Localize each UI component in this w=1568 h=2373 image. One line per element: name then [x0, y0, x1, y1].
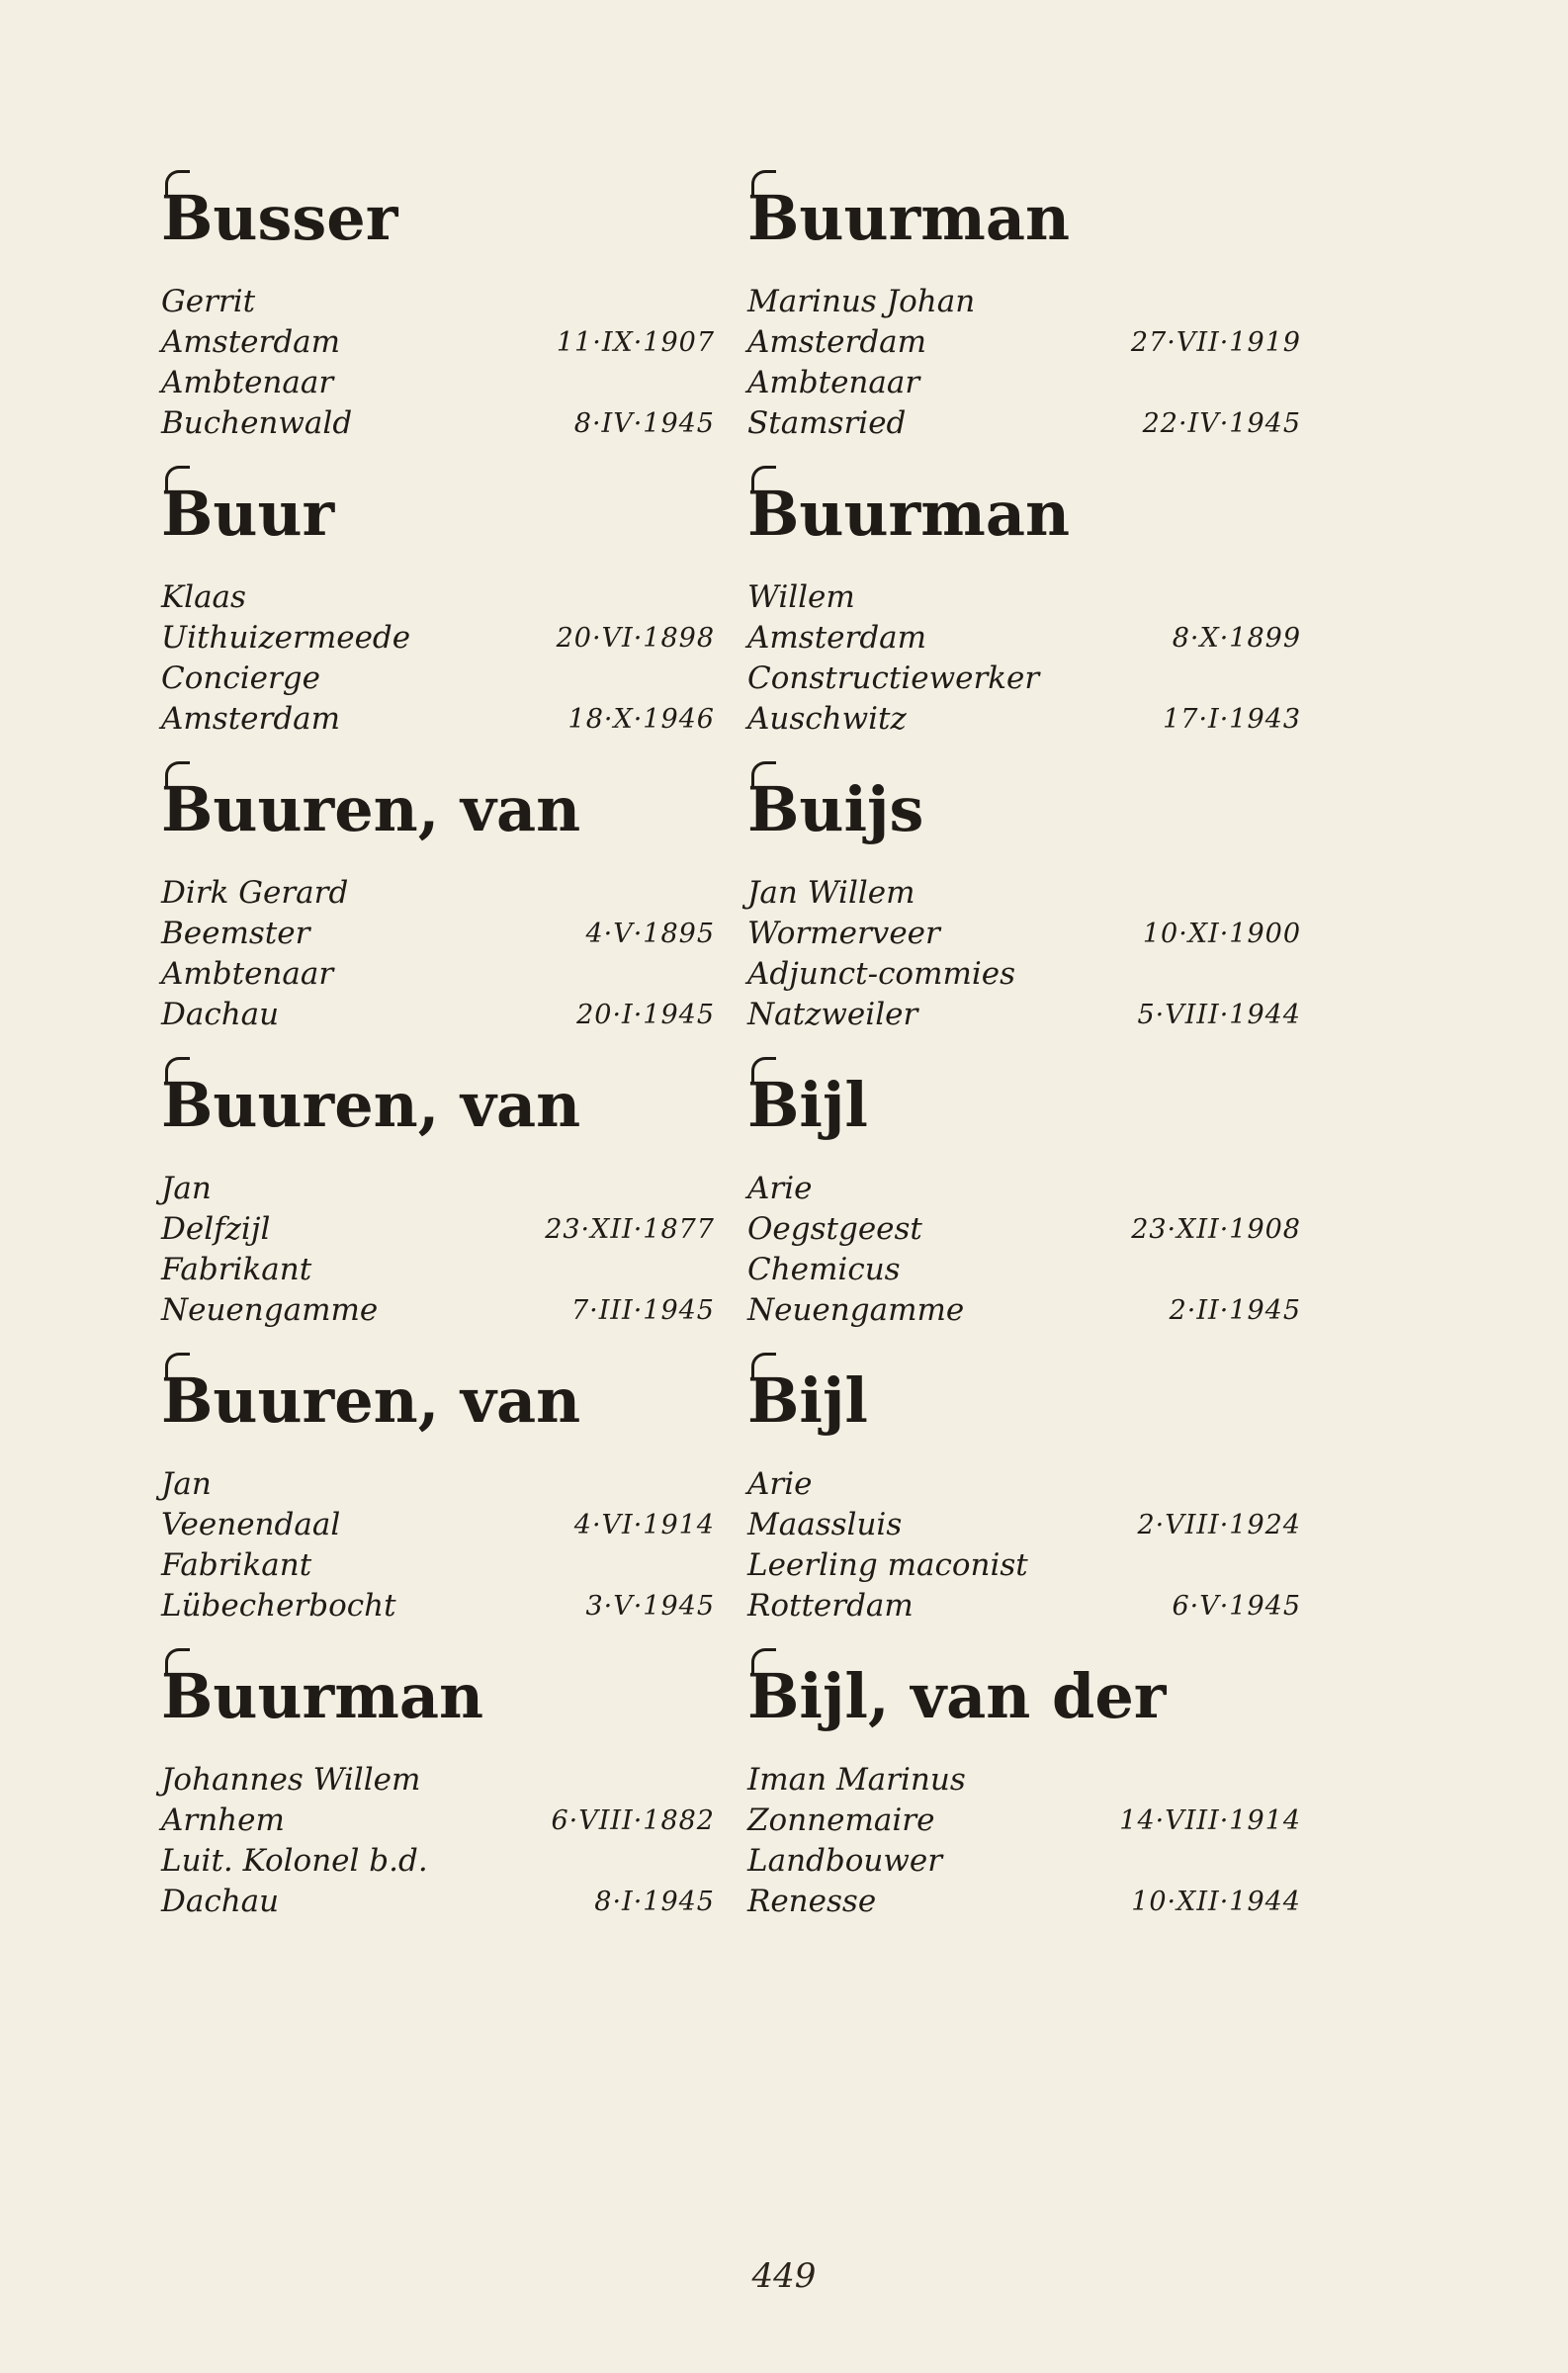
entry-line — [747, 954, 1301, 995]
entry-text: Fabrikant — [161, 1547, 312, 1583]
calligraphic-flourish-icon — [751, 761, 776, 786]
surname-text: Buurman — [747, 478, 1071, 550]
entry-date: 10·XII·1944 — [1131, 1887, 1301, 1917]
entry-date: 20·I·1945 — [576, 1000, 715, 1030]
surname-text: Buuren, van — [161, 1069, 581, 1141]
entry-text: Jan Willem — [747, 875, 915, 911]
name-entry — [161, 148, 715, 444]
entry-line — [747, 914, 1301, 954]
entry-line — [161, 1801, 715, 1841]
entry-date: 8·IV·1945 — [573, 408, 715, 439]
entry-date: 6·VIII·1882 — [551, 1805, 715, 1836]
surname-heading — [161, 1626, 715, 1760]
entry-text: Natzweiler — [747, 997, 918, 1032]
surname-heading — [161, 1331, 715, 1464]
entry-line — [747, 1290, 1301, 1331]
surname-heading — [161, 740, 715, 873]
entry-text: Constructiewerker — [747, 660, 1040, 696]
entry-text: Amsterdam — [747, 324, 927, 360]
entry-line — [161, 1169, 715, 1209]
surname-heading — [747, 1626, 1301, 1760]
entry-line — [747, 1882, 1301, 1922]
entry-text: Ambtenaar — [161, 365, 334, 400]
entry-line — [161, 1545, 715, 1586]
entry-line — [747, 1169, 1301, 1209]
entry-date: 10·XI·1900 — [1142, 919, 1301, 949]
entry-text: Neuengamme — [161, 1292, 379, 1328]
entry-text: Chemicus — [747, 1252, 901, 1287]
entry-date: 5·VIII·1944 — [1137, 1000, 1301, 1030]
entry-date: 8·X·1899 — [1172, 623, 1301, 654]
entry-line — [161, 914, 715, 954]
surname-text: Buur — [161, 478, 335, 550]
calligraphic-flourish-icon — [751, 466, 776, 490]
calligraphic-flourish-icon — [165, 170, 190, 195]
entry-date: 8·I·1945 — [594, 1887, 715, 1917]
entry-date: 3·V·1945 — [585, 1591, 715, 1622]
entry-line — [747, 1545, 1301, 1586]
calligraphic-flourish-icon — [751, 1353, 776, 1377]
entry-text: Dachau — [161, 1884, 280, 1919]
surname-heading — [747, 740, 1301, 873]
name-entry — [161, 444, 715, 740]
entry-date: 2·VIII·1924 — [1137, 1510, 1301, 1540]
entry-date: 23·XII·1908 — [1131, 1214, 1301, 1245]
entry-text: Uithuizermeede — [161, 620, 411, 656]
entry-text: Rotterdam — [747, 1588, 914, 1624]
entry-line — [161, 1250, 715, 1290]
surname-text: Bijl — [747, 1069, 868, 1141]
surname-text: Bijl, van der — [747, 1660, 1167, 1732]
entry-text: Willem — [747, 579, 855, 615]
entry-text: Luit. Kolonel b.d. — [161, 1843, 428, 1879]
entry-line — [161, 1841, 715, 1882]
entry-line — [747, 363, 1301, 403]
calligraphic-flourish-icon — [751, 170, 776, 195]
entry-line — [747, 1505, 1301, 1545]
entry-text: Fabrikant — [161, 1252, 312, 1287]
entry-date: 22·IV·1945 — [1142, 408, 1301, 439]
name-entry — [747, 740, 1301, 1035]
surname-text: Buuren, van — [161, 773, 581, 845]
entry-text: Landbouwer — [747, 1843, 943, 1879]
entry-line — [161, 699, 715, 740]
entry-text: Leerling maconist — [747, 1547, 1028, 1583]
calligraphic-flourish-icon — [165, 1353, 190, 1377]
entry-text: Buchenwald — [161, 405, 353, 441]
entry-date: 2·II·1945 — [1169, 1295, 1301, 1326]
entry-text: Amsterdam — [161, 701, 341, 737]
entry-line — [747, 1209, 1301, 1250]
entry-text: Amsterdam — [161, 324, 341, 360]
entry-date: 4·VI·1914 — [573, 1510, 715, 1540]
entry-line — [747, 282, 1301, 322]
entry-line — [747, 1586, 1301, 1626]
entry-line — [747, 403, 1301, 444]
surname-text: Buurman — [161, 1660, 484, 1732]
calligraphic-flourish-icon — [165, 761, 190, 786]
entry-line — [161, 618, 715, 659]
entry-text: Klaas — [161, 579, 246, 615]
surname-heading — [747, 444, 1301, 577]
entry-text: Concierge — [161, 660, 320, 696]
calligraphic-flourish-icon — [165, 1648, 190, 1673]
entry-line — [161, 954, 715, 995]
entry-text: Zonnemaire — [747, 1802, 935, 1838]
entry-text: Dachau — [161, 997, 280, 1032]
entry-line — [747, 873, 1301, 914]
entry-line — [161, 1882, 715, 1922]
entry-text: Adjunct-commies — [747, 956, 1016, 992]
surname-heading — [747, 148, 1301, 282]
entry-date: 27·VII·1919 — [1130, 327, 1301, 358]
name-entry — [161, 1331, 715, 1626]
calligraphic-flourish-icon — [751, 1648, 776, 1673]
right-column — [747, 148, 1301, 1922]
entry-line — [161, 995, 715, 1035]
entry-line — [161, 659, 715, 699]
entry-text: Jan — [161, 1466, 212, 1502]
entry-date: 18·X·1946 — [567, 704, 715, 735]
entry-text: Oegstgeest — [747, 1211, 922, 1247]
surname-text: Buurman — [747, 182, 1071, 254]
entry-line — [161, 1505, 715, 1545]
entry-line — [161, 1464, 715, 1505]
entry-text: Amsterdam — [747, 620, 927, 656]
entry-line — [747, 995, 1301, 1035]
surname-heading — [747, 1331, 1301, 1464]
name-entry — [747, 148, 1301, 444]
entry-date: 23·XII·1877 — [545, 1214, 715, 1245]
entry-date: 4·V·1895 — [585, 919, 715, 949]
name-entry — [747, 1331, 1301, 1626]
calligraphic-flourish-icon — [751, 1057, 776, 1082]
entry-text: Stamsried — [747, 405, 907, 441]
entry-line — [161, 282, 715, 322]
entry-text: Arie — [747, 1466, 813, 1502]
name-entry — [161, 1626, 715, 1922]
entry-text: Renesse — [747, 1884, 877, 1919]
calligraphic-flourish-icon — [165, 1057, 190, 1082]
entry-text: Iman Marinus — [747, 1762, 966, 1798]
entry-text: Veenendaal — [161, 1507, 341, 1542]
entry-text: Ambtenaar — [161, 956, 334, 992]
entry-text: Beemster — [161, 916, 310, 951]
surname-text: Busser — [161, 182, 398, 254]
surname-text: Buuren, van — [161, 1364, 581, 1437]
entry-line — [747, 1250, 1301, 1290]
calligraphic-flourish-icon — [165, 466, 190, 490]
entry-text: Ambtenaar — [747, 365, 920, 400]
entry-line — [161, 1209, 715, 1250]
entry-text: Marinus Johan — [747, 284, 976, 319]
surname-heading — [161, 1035, 715, 1169]
entry-date: 11·IX·1907 — [556, 327, 715, 358]
entry-line — [161, 1760, 715, 1801]
surname-text: Bijl — [747, 1364, 868, 1437]
surname-heading — [161, 148, 715, 282]
entry-text: Johannes Willem — [161, 1762, 421, 1798]
entry-date: 6·V·1945 — [1172, 1591, 1301, 1622]
entry-line — [161, 873, 715, 914]
entry-line — [161, 1290, 715, 1331]
entry-line — [747, 1760, 1301, 1801]
entry-text: Dirk Gerard — [161, 875, 349, 911]
name-entry — [747, 1035, 1301, 1331]
entry-line — [161, 1586, 715, 1626]
entry-date: 17·I·1943 — [1163, 704, 1301, 735]
entry-line — [747, 1841, 1301, 1882]
entry-text: Delfzijl — [161, 1211, 271, 1247]
entry-line — [161, 322, 715, 363]
entry-text: Neuengamme — [747, 1292, 965, 1328]
entry-line — [747, 577, 1301, 618]
entry-text: Arie — [747, 1171, 813, 1206]
entry-text: Auschwitz — [747, 701, 907, 737]
left-column — [161, 148, 715, 1922]
entry-text: Wormerveer — [747, 916, 940, 951]
entry-line — [747, 322, 1301, 363]
entry-line — [161, 577, 715, 618]
entry-date: 7·III·1945 — [570, 1295, 715, 1326]
entry-line — [747, 618, 1301, 659]
name-entry — [161, 1035, 715, 1331]
entry-text: Arnhem — [161, 1802, 285, 1838]
entry-line — [747, 1801, 1301, 1841]
name-entry — [747, 444, 1301, 740]
entry-text: Maassluis — [747, 1507, 903, 1542]
entry-text: Lübecherbocht — [161, 1588, 396, 1624]
name-entry — [161, 740, 715, 1035]
surname-heading — [747, 1035, 1301, 1169]
entry-line — [161, 403, 715, 444]
entry-date: 20·VI·1898 — [556, 623, 715, 654]
entry-line — [747, 1464, 1301, 1505]
name-entry — [747, 1626, 1301, 1922]
page-number: 449 — [751, 2256, 817, 2296]
surname-text: Buijs — [747, 773, 924, 845]
entry-line — [747, 659, 1301, 699]
entry-date: 14·VIII·1914 — [1119, 1805, 1301, 1836]
entry-text: Jan — [161, 1171, 212, 1206]
entry-line — [747, 699, 1301, 740]
surname-heading — [161, 444, 715, 577]
entry-text: Gerrit — [161, 284, 256, 319]
entry-line — [161, 363, 715, 403]
